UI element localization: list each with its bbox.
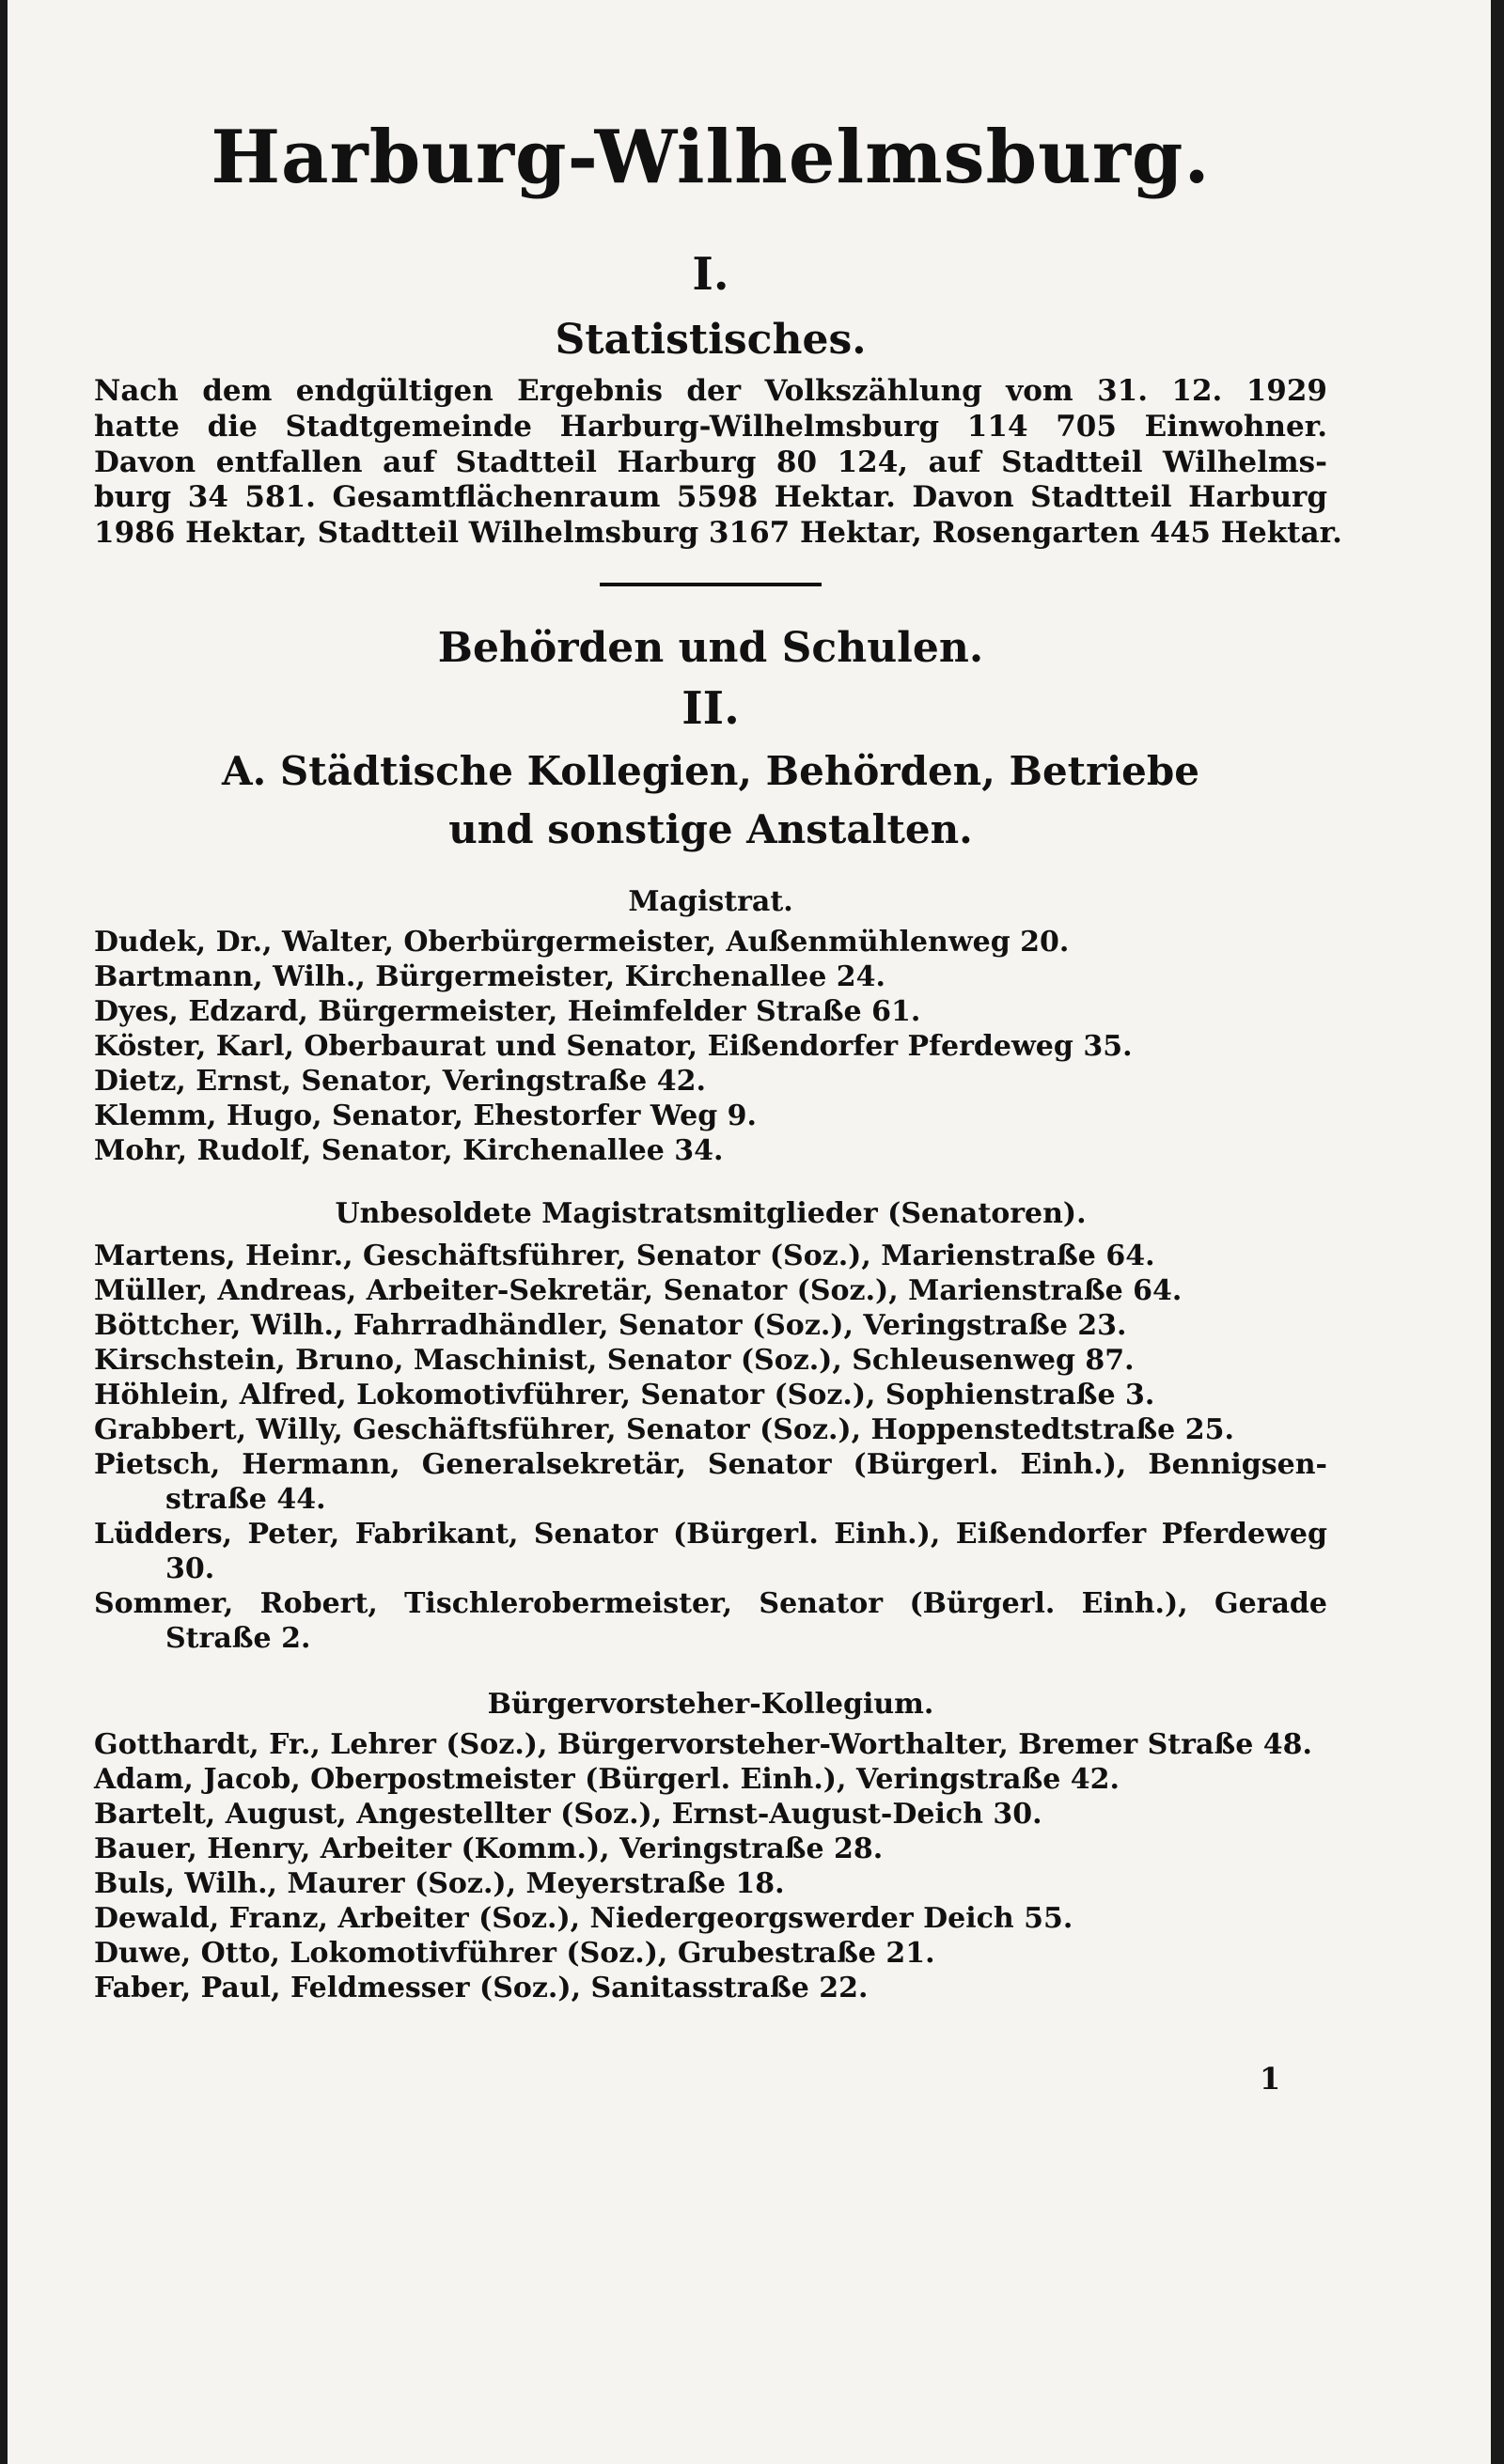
unpaid-members-heading: Unbesoldete Magistratsmitglieder (Senatoren). (335, 1197, 1087, 1230)
page-number: 1 (1260, 2061, 1281, 2097)
list-item: Grabbert, Willy, Geschäftsführer, Senator (Soz.), Hoppenstedtstraße 25. (94, 1413, 1234, 1446)
list-item: Faber, Paul, Feldmesser (Soz.), Sanitasstraße 22. (94, 1972, 869, 2004)
section-numeral-2: II. (682, 682, 740, 735)
list-item: Dewald, Franz, Arbeiter (Soz.), Niedergeorgswerder Deich 55. (94, 1902, 1073, 1935)
list-item: Duwe, Otto, Lokomotivführer (Soz.), Grubestraße 21. (94, 1937, 935, 1970)
list-item: Lüdders, Peter, Fabrikant, Senator (Bürgerl. Einh.), Eißendorfer Pferdeweg 30. (94, 1518, 1327, 1585)
magistrat-list (94, 925, 1327, 1168)
section-divider (600, 583, 822, 586)
section-numeral-1: I. (692, 248, 729, 301)
list-item: Martens, Heinr., Geschäftsführer, Senator (Soz.), Marienstraße 64. (94, 1240, 1155, 1272)
council-heading: Bürgervorsteher-Kollegium. (487, 1688, 934, 1721)
list-item: Bartelt, August, Angestellter (Soz.), Ernst-August-Deich 30. (94, 1798, 1042, 1831)
list-item: Bauer, Henry, Arbeiter (Komm.), Veringstraße 28. (94, 1832, 884, 1865)
list-item: Sommer, Robert, Tischlerobermeister, Senator (Bürgerl. Einh.), Gerade Straße 2. (94, 1587, 1327, 1655)
list-item: Pietsch, Hermann, Generalsekretär, Senator (Bürgerl. Einh.), Bennigsen-straße 44. (94, 1448, 1327, 1516)
municipal-bodies-heading-line: und sonstige Anstalten. (448, 806, 973, 852)
list-item: Buls, Wilh., Maurer (Soz.), Meyerstraße 18. (94, 1867, 785, 1900)
council-list (94, 1727, 1327, 2005)
list-item: Müller, Andreas, Arbeiter-Sekretär, Senator (Soz.), Marienstraße 64. (94, 1274, 1183, 1307)
document-page (8, 0, 1491, 2464)
municipal-bodies-heading (94, 742, 1327, 859)
list-item: Köster, Karl, Oberbaurat und Senator, Eißendorfer Pferdeweg 35. (94, 1030, 1133, 1063)
list-item: Mohr, Rudolf, Senator, Kirchenallee 34. (94, 1134, 724, 1167)
list-item: Höhlein, Alfred, Lokomotivführer, Senator (Soz.), Sophienstraße 3. (94, 1379, 1155, 1411)
municipal-bodies-heading-line: A. Städtische Kollegien, Behörden, Betriebe (222, 748, 1199, 794)
list-item: Böttcher, Wilh., Fahrradhändler, Senator (Soz.), Veringstraße 23. (94, 1309, 1127, 1342)
city-title: Harburg-Wilhelmsburg. (211, 115, 1211, 200)
statistics-line: hatte die Stadtgemeinde Harburg-Wilhelmsburg 114 705 Einwohner. (94, 409, 1327, 444)
statistics-line: burg 34 581. Gesamtflächenraum 5598 Hektar. Davon Stadtteil Harburg (94, 480, 1327, 515)
list-item: Klemm, Hugo, Senator, Ehestorfer Weg 9. (94, 1099, 757, 1132)
list-item: Dyes, Edzard, Bürgermeister, Heimfelder Straße 61. (94, 995, 921, 1028)
list-item: Dietz, Ernst, Senator, Veringstraße 42. (94, 1065, 706, 1098)
list-item: Bartmann, Wilh., Bürgermeister, Kirchenallee 24. (94, 960, 885, 993)
list-item: Dudek, Dr., Walter, Oberbürgermeister, Außenmühlenweg 20. (94, 926, 1070, 959)
magistrat-heading: Magistrat. (628, 885, 793, 918)
statistics-line: 1986 Hektar, Stadtteil Wilhelmsburg 3167 Hektar, Rosengarten 445 Hektar. (94, 516, 1342, 551)
list-item: Adam, Jacob, Oberpostmeister (Bürgerl. Einh.), Veringstraße 42. (94, 1763, 1120, 1796)
statistics-line: Davon entfallen auf Stadtteil Harburg 80 124, auf Stadtteil Wilhelms- (94, 444, 1327, 479)
unpaid-members-list (94, 1239, 1327, 1656)
statistics-paragraph (94, 374, 1342, 552)
statistics-heading: Statistisches. (555, 316, 867, 364)
list-item: Gotthardt, Fr., Lehrer (Soz.), Bürgervorsteher-Worthalter, Bremer Straße 48. (94, 1728, 1312, 1761)
authorities-heading: Behörden und Schulen. (437, 624, 984, 672)
list-item: Kirschstein, Bruno, Maschinist, Senator (Soz.), Schleusenweg 87. (94, 1344, 1135, 1377)
statistics-line: Nach dem endgültigen Ergebnis der Volkszählung vom 31. 12. 1929 (94, 374, 1327, 408)
